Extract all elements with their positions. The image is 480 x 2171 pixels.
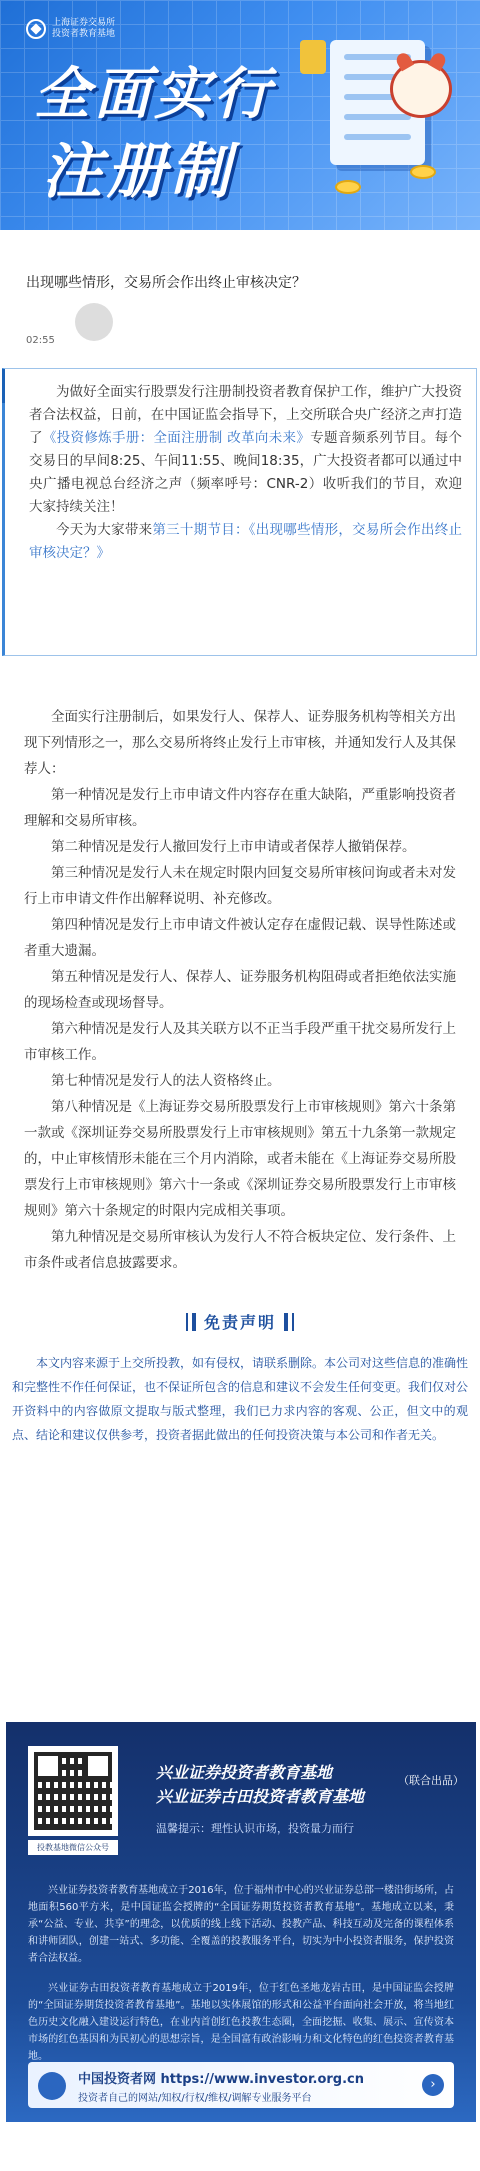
article-paragraph: 第八种情况是《上海证券交易所股票发行上市审核规则》第六十条第一款或《深圳证券交易所股票发行上市审核规则》第五十九条第一款规定的，中止审核情形未能在三个月内消除，或者未能在《上海证券交易所股票发行上市审核规则》第六十一条或《深圳证券交易所股票发行上市审核规则》第六十条规定的时限内完成相关事项。: [24, 1099, 456, 1219]
title-bar-decoration: [186, 1313, 188, 1331]
disclaimer-body: [0, 1333, 480, 1447]
series-link[interactable]: 《投资修炼手册：全面注册制 改革向未来》: [42, 430, 311, 446]
intro-box: [2, 368, 477, 656]
question-heading: 出现哪些情形，交易所会作出终止审核决定？: [26, 275, 306, 291]
top-banner: [0, 0, 480, 230]
disclaimer-text: 本文内容来源于上交所投教，如有侵权，请联系删除。本公司对这些信息的准确性和完整性不作任何保证，也不保证所包含的信息和建议不会发生任何变更。我们仅对公开资料中的内容做原文提取与版式整理，我们已力求内容的客观、公正，但文中的观点、结论和建议仅供参考，投资者据此做出的任何投资决策与本公司和作者无关。: [12, 1356, 469, 1442]
sse-logo-icon: [26, 19, 46, 39]
intro-paragraph: [29, 519, 462, 565]
footer-text1: 兴业证券投资者教育基地成立于2016年，位于福州市中心的兴业证券总部一楼沿街场所，占地面积560平方米，是中国证监会授牌的“全国证券期货投资者教育基地”。基地成立以来，秉承“公益、专业、共享”的理念，以优质的线上线下活动、投教产品、科技互动及完备的课程体系和讲师团队，创建一站式、多功能、全覆盖的投教服务平台，切实为中小投资者服务，保护投资者合法权益。: [28, 1885, 454, 1964]
article-paragraph: 第五种情况是发行人、保荐人、证券服务机构阻碍或者拒绝依法实施的现场检查或现场督导。: [24, 969, 456, 1011]
footer-hint: 温馨提示：理性认识市场，投资量力而行: [156, 1822, 354, 1835]
sse-logo: [26, 18, 115, 40]
intro-text: 今天为大家带来: [56, 522, 153, 538]
qr-caption: 投教基地微信公众号: [28, 1840, 118, 1855]
site-line2: 投资者自己的网站/知权/行权/维权/调解专业服务平台: [78, 2093, 312, 2104]
coin-icon: [410, 165, 436, 179]
title-bar-decoration: [192, 1313, 196, 1331]
banner-title-line1: 全面实行: [34, 62, 274, 127]
article-paragraph: 第七种情况是发行人的法人资格终止。: [51, 1073, 281, 1089]
folder-illustration: [300, 40, 326, 74]
article-paragraph: 第二种情况是发行人撤回发行上市申请或者保荐人撤销保荐。: [51, 839, 416, 855]
audio-duration: 02:55: [26, 334, 55, 346]
joint-production-label: （联合出品）: [398, 1774, 464, 1787]
bull-mascot-illustration: [390, 60, 452, 118]
article-paragraph: 第六种情况是发行人及其关联方以不正当手段严重干扰交易所发行上市审核工作。: [24, 1021, 456, 1063]
intro-text: 为做好全面实行股票发行注册制投资者教育保护工作，维护广大投资者合法权益，日前，在中国证监会指导下，上交所联合央广经济之声打造了: [29, 384, 462, 446]
coin-icon: [335, 180, 361, 194]
disclaimer-title-text: 免责声明: [203, 1313, 276, 1332]
investor-logo-icon: [38, 2072, 66, 2100]
audio-play-button[interactable]: [75, 303, 113, 341]
audio-player[interactable]: [0, 294, 480, 354]
footer-text2: 兴业证券古田投资者教育基地成立于2019年，位于红色圣地龙岩古田，是中国证监会授牌的“全国证券期货投资者教育基地”。基地以实体展馆的形式和公益平台面向社会开放，将当地红色历史文化融入建设运行特色，在业内首创红色投教生态圈，全面挖掘、收集、展示、宣传资本市场的红色基因和为民初心的思想宗旨，是全国富有政治影响力和文化特色的红色投资者教育基地。: [28, 1983, 454, 2062]
logo-line2: 投资者教育基地: [52, 29, 116, 39]
article-paragraph: 第四种情况是发行上市申请文件被认定存在虚假记载、误导性陈述或者重大遗漏。: [24, 917, 456, 959]
article-paragraph: 第九种情况是交易所审核认为发行人不符合板块定位、发行条件、上市条件或者信息披露要求。: [24, 1229, 456, 1271]
intro-text: 专题音频系列节目。每个交易日的早间8:25、午间11:55、晚间18:35，广大投资者都可以通过中央广播电视总台经济之声（频率呼号：CNR-2）收听我们的节目，欢迎大家持续关注！: [29, 430, 463, 515]
article-paragraph: 第一种情况是发行上市申请文件内容存在重大缺陷，严重影响投资者理解和交易所审核。: [24, 787, 456, 829]
article-paragraph: 第三种情况是发行人未在规定时限内回复交易所审核问询或者未对发行上市申请文件作出解释说明、补充修改。: [24, 865, 456, 907]
intro-paragraph: [29, 381, 462, 519]
banner-title-line2: 注册制: [42, 137, 234, 207]
disclaimer-title: [0, 1310, 480, 1333]
article-paragraph: 全面实行注册制后，如果发行人、保荐人、证券服务机构等相关方出现下列情形之一，那么交易所将终止发行上市审核，并通知发行人及其保荐人：: [24, 709, 456, 777]
investor-site-banner[interactable]: [28, 2062, 454, 2108]
footer-heading2: 兴业证券古田投资者教育基地: [156, 1787, 365, 1806]
footer-card: [6, 1722, 476, 2122]
title-bar-decoration: [284, 1313, 288, 1331]
title-bar-decoration: [292, 1313, 294, 1331]
arrow-right-icon[interactable]: ›: [422, 2074, 444, 2096]
site-line1: 中国投资者网 https://www.investor.org.cn: [78, 2072, 365, 2087]
footer-heading1: 兴业证券投资者教育基地: [156, 1763, 333, 1782]
episode-link[interactable]: 第三十期节目：《出现哪些情形，交易所会作出终止审核决定？》: [29, 522, 463, 561]
qr-code: [28, 1746, 118, 1836]
logo-line1: 上海证券交易所: [52, 18, 116, 28]
article-body: [0, 656, 480, 1276]
